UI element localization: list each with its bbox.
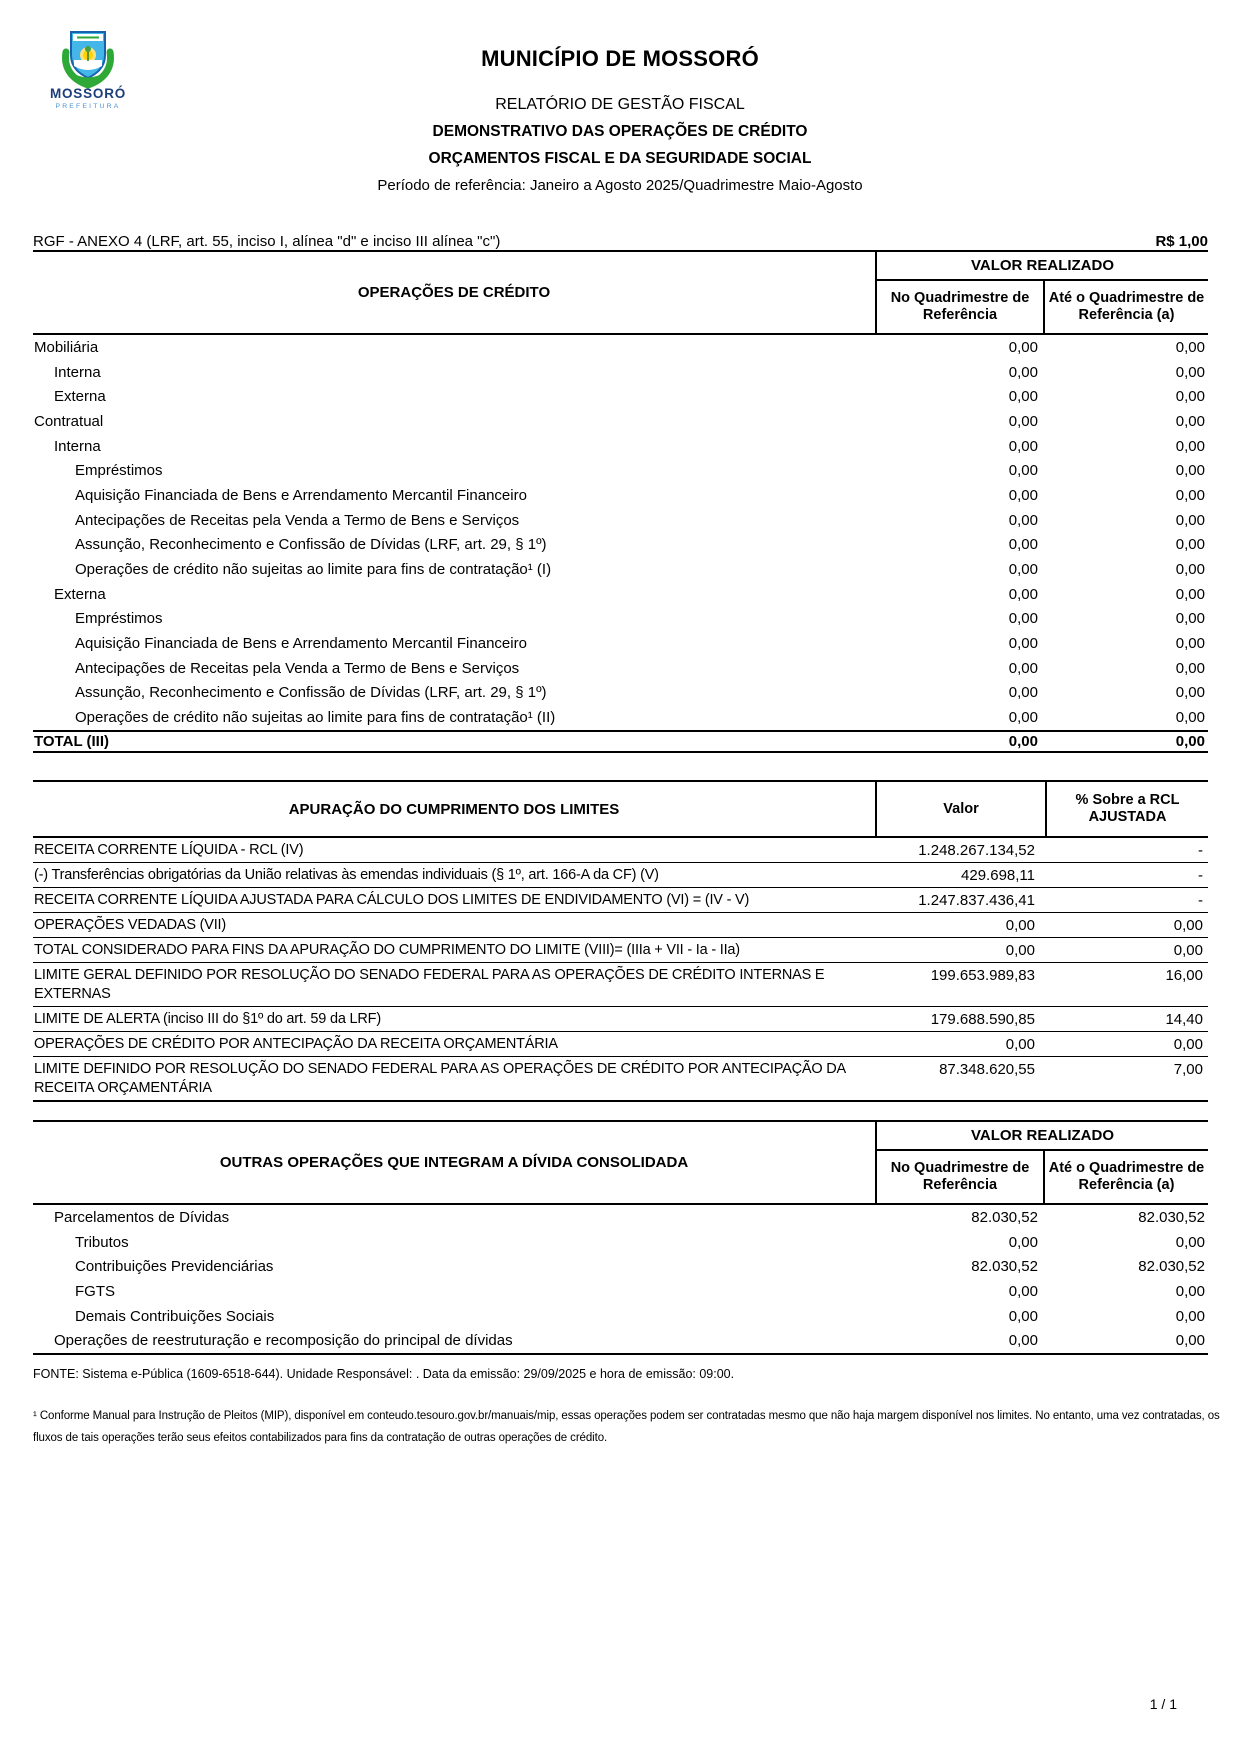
row-label: Aquisição Financiada de Bens e Arrendamento Mercantil Financeiro — [75, 486, 527, 504]
row-value-quarter: 0,00 — [1008, 1282, 1038, 1300]
row-value-cumulative: 0,00 — [1175, 1233, 1205, 1251]
table-row — [33, 863, 1208, 888]
row-value-quarter: 0,00 — [1008, 1332, 1038, 1350]
row-value-cumulative: 0,00 — [1175, 1282, 1205, 1300]
row-label: Interna — [54, 437, 101, 455]
table3-group-header: VALOR REALIZADO — [877, 1122, 1208, 1151]
row-label: Aquisição Financiada de Bens e Arrendamento Mercantil Financeiro — [75, 635, 527, 653]
row-label: RECEITA CORRENTE LÍQUIDA AJUSTADA PARA CÁLCULO DOS LIMITES DE ENDIVIDAMENTO (VI) = (IV - V) — [34, 892, 750, 908]
row-value-quarter: 0,00 — [1008, 1307, 1038, 1325]
row-value-amount: 0,00 — [1005, 942, 1035, 959]
annex-label: RGF - ANEXO 4 (LRF, art. 55, inciso I, alínea "d" e inciso III alínea "c") — [33, 233, 501, 250]
table-row — [33, 1032, 1208, 1057]
credit-operations-table — [33, 250, 1208, 753]
row-value-quarter: 0,00 — [1008, 437, 1038, 455]
row-value-cumulative: 0,00 — [1175, 659, 1205, 677]
total-label: TOTAL (III) — [34, 733, 109, 750]
other-operations-table — [33, 1120, 1208, 1355]
row-label: LIMITE DEFINIDO POR RESOLUÇÃO DO SENADO FEDERAL PARA AS OPERAÇÕES DE CRÉDITO POR ANTECIPAÇÃO DA RECEITA ORÇAMENTÁRIA — [34, 1061, 846, 1096]
row-value-cumulative: 0,00 — [1175, 388, 1205, 406]
table2-col2-header: % Sobre a RCL AJUSTADA — [1045, 782, 1208, 836]
table1-col1-header: No Quadrimestre de Referência — [877, 281, 1045, 333]
table3-value-headers — [875, 1122, 1208, 1203]
row-value-cumulative: 0,00 — [1175, 610, 1205, 628]
table-row — [33, 1205, 1208, 1230]
table-row — [33, 656, 1208, 681]
row-value-percent: 14,40 — [1165, 1011, 1203, 1028]
table-row — [33, 1057, 1208, 1100]
row-value-quarter: 0,00 — [1008, 659, 1038, 677]
table-row — [33, 533, 1208, 558]
table-row — [33, 508, 1208, 533]
row-value-quarter: 0,00 — [1008, 1233, 1038, 1251]
table-row — [33, 582, 1208, 607]
row-value-quarter: 0,00 — [1008, 610, 1038, 628]
row-value-amount: 0,00 — [1005, 1036, 1035, 1053]
table-row — [33, 681, 1208, 706]
credit-operations-header — [33, 250, 1208, 335]
row-value-cumulative: 0,00 — [1175, 338, 1205, 356]
table-row — [33, 409, 1208, 434]
row-value-quarter: 0,00 — [1008, 486, 1038, 504]
table-row — [33, 888, 1208, 913]
table-row — [33, 458, 1208, 483]
row-value-quarter: 0,00 — [1008, 585, 1038, 603]
limits-rows — [33, 838, 1208, 1102]
table-row — [33, 434, 1208, 459]
row-value-percent: 7,00 — [1173, 1061, 1203, 1078]
limits-header — [33, 780, 1208, 838]
row-value-amount: 429.698,11 — [961, 867, 1035, 884]
municipality-title: MUNICÍPIO DE MOSSORÓ — [481, 46, 759, 71]
other-operations-header — [33, 1120, 1208, 1205]
row-value-amount: 199.653.989,83 — [930, 967, 1035, 984]
row-value-amount: 1.247.837.436,41 — [918, 892, 1035, 909]
row-value-quarter: 0,00 — [1008, 462, 1038, 480]
currency-unit-label: R$ 1,00 — [1155, 233, 1208, 250]
total-value-quarter: 0,00 — [1008, 733, 1038, 750]
row-value-quarter: 0,00 — [1008, 561, 1038, 579]
table-row — [33, 1230, 1208, 1255]
row-label: (-) Transferências obrigatórias da União relativas às emendas individuais (§ 1º, art. 166-A da CF) (V) — [34, 867, 659, 883]
page-number: 1 / 1 — [1149, 1696, 1177, 1712]
row-value-cumulative: 0,00 — [1175, 536, 1205, 554]
source-note: FONTE: Sistema e-Pública (1609-6518-644). Unidade Responsável: . Data da emissão: 29/09/2025 e hora de emissão: 09:00. — [33, 1367, 735, 1382]
reference-period: Período de referência: Janeiro a Agosto 2025/Quadrimestre Maio-Agosto — [377, 177, 863, 194]
table-row — [33, 1304, 1208, 1329]
row-value-quarter: 0,00 — [1008, 635, 1038, 653]
row-value-quarter: 0,00 — [1008, 511, 1038, 529]
row-value-quarter: 0,00 — [1008, 536, 1038, 554]
row-value-quarter: 0,00 — [1008, 338, 1038, 356]
row-value-percent: - — [1198, 892, 1203, 909]
row-label: Antecipações de Receitas pela Venda a Termo de Bens e Serviços — [75, 511, 520, 529]
row-label: Externa — [54, 585, 106, 603]
table-row — [33, 1279, 1208, 1304]
table-row — [33, 705, 1208, 730]
row-label: Empréstimos — [75, 462, 163, 480]
row-label: LIMITE GERAL DEFINIDO POR RESOLUÇÃO DO SENADO FEDERAL PARA AS OPERAÇÕES DE CRÉDITO INTERNAS E EXTERNAS — [34, 967, 825, 1002]
table1-subheaders — [877, 281, 1208, 333]
row-label: Assunção, Reconhecimento e Confissão de Dívidas (LRF, art. 29, § 1º) — [75, 684, 547, 702]
row-label: Contribuições Previdenciárias — [75, 1258, 274, 1276]
row-value-cumulative: 0,00 — [1175, 1332, 1205, 1350]
row-value-cumulative: 0,00 — [1175, 561, 1205, 579]
other-operations-rows — [33, 1205, 1208, 1355]
row-label: Demais Contribuições Sociais — [75, 1307, 275, 1325]
row-value-cumulative: 0,00 — [1175, 511, 1205, 529]
row-label: Empréstimos — [75, 610, 163, 628]
row-value-amount: 1.248.267.134,52 — [918, 842, 1035, 859]
row-value-percent: - — [1198, 867, 1203, 884]
table-row — [33, 938, 1208, 963]
row-label: Contratual — [34, 412, 104, 430]
row-value-cumulative: 0,00 — [1175, 635, 1205, 653]
row-label: Externa — [54, 388, 106, 406]
row-value-quarter: 82.030,52 — [971, 1208, 1038, 1226]
report-subtitle-2: ORÇAMENTOS FISCAL E DA SEGURIDADE SOCIAL — [428, 150, 812, 167]
table1-col2-header: Até o Quadrimestre de Referência (a) — [1048, 290, 1205, 323]
table3-col1-header: No Quadrimestre de Referência — [877, 1151, 1045, 1203]
row-label: Interna — [54, 363, 101, 381]
row-value-cumulative: 0,00 — [1175, 1307, 1205, 1325]
row-value-percent: 0,00 — [1173, 917, 1203, 934]
row-value-cumulative: 0,00 — [1175, 709, 1205, 727]
table-row — [33, 838, 1208, 863]
credit-operations-rows — [33, 335, 1208, 730]
mossoro-logo — [38, 28, 138, 112]
row-label: Operações de crédito não sujeitas ao limite para fins de contratação¹ (II) — [75, 709, 556, 727]
row-value-cumulative: 0,00 — [1175, 437, 1205, 455]
row-value-amount: 87.348.620,55 — [939, 1061, 1035, 1078]
table-row — [33, 631, 1208, 656]
row-value-percent: 0,00 — [1173, 1036, 1203, 1053]
row-value-percent: 0,00 — [1173, 942, 1203, 959]
row-value-cumulative: 0,00 — [1175, 462, 1205, 480]
table-row — [33, 384, 1208, 409]
table1-value-headers — [875, 252, 1208, 333]
report-subtitle-1: DEMONSTRATIVO DAS OPERAÇÕES DE CRÉDITO — [432, 123, 808, 140]
row-value-quarter: 82.030,52 — [971, 1258, 1038, 1276]
title-block — [0, 0, 1240, 195]
table-row — [33, 360, 1208, 385]
row-label: RECEITA CORRENTE LÍQUIDA - RCL (IV) — [34, 842, 304, 858]
row-label: TOTAL CONSIDERADO PARA FINS DA APURAÇÃO DO CUMPRIMENTO DO LIMITE (VIII)= (IIIa + VII - Ia - IIa) — [34, 942, 740, 958]
row-label: Operações de reestruturação e recomposição do principal de dívidas — [54, 1332, 513, 1350]
table-row — [33, 1254, 1208, 1279]
table-row — [33, 963, 1208, 1007]
annex-row — [33, 232, 1208, 250]
table3-col2-header: Até o Quadrimestre de Referência (a) — [1048, 1160, 1205, 1193]
row-value-percent: - — [1198, 842, 1203, 859]
row-value-percent: 16,00 — [1165, 967, 1203, 984]
row-label: Mobiliária — [34, 338, 99, 356]
table3-subheaders — [877, 1151, 1208, 1203]
table-row — [33, 335, 1208, 360]
limits-table — [33, 780, 1208, 1102]
row-value-amount: 0,00 — [1005, 917, 1035, 934]
row-value-quarter: 0,00 — [1008, 412, 1038, 430]
table1-group-header: VALOR REALIZADO — [877, 252, 1208, 281]
row-value-quarter: 0,00 — [1008, 709, 1038, 727]
logo-name-text: MOSSORÓ — [49, 86, 127, 101]
table-row — [33, 1328, 1208, 1353]
row-value-cumulative: 0,00 — [1175, 412, 1205, 430]
row-label: Assunção, Reconhecimento e Confissão de Dívidas (LRF, art. 29, § 1º) — [75, 536, 547, 554]
row-label: Operações de crédito não sujeitas ao limite para fins de contratação¹ (I) — [75, 561, 552, 579]
table-row — [33, 607, 1208, 632]
report-title: RELATÓRIO DE GESTÃO FISCAL — [495, 96, 745, 113]
footnote-1: ¹ Conforme Manual para Instrução de Pleitos (MIP), disponível em conteudo.tesouro.gov.br/manuais/mip, essas operações podem ser contratadas mesmo que não haja margem disponível nos limites. No entanto, uma vez contratadas, os fluxos de tais operações terão seus efeitos contabilizados para fins da contratação de outras operações de crédito. — [33, 1410, 1220, 1445]
row-label: Parcelamentos de Dívidas — [54, 1208, 230, 1226]
table-row — [33, 557, 1208, 582]
row-value-amount: 179.688.590,85 — [930, 1011, 1035, 1028]
table-row — [33, 1007, 1208, 1032]
table-row — [33, 913, 1208, 938]
logo-sub-text: PREFEITURA — [55, 103, 121, 110]
row-value-cumulative: 0,00 — [1175, 684, 1205, 702]
row-value-cumulative: 0,00 — [1175, 585, 1205, 603]
table-row — [33, 483, 1208, 508]
total-row — [33, 730, 1208, 753]
row-label: Antecipações de Receitas pela Venda a Termo de Bens e Serviços — [75, 659, 520, 677]
row-value-quarter: 0,00 — [1008, 363, 1038, 381]
row-value-cumulative: 82.030,52 — [1138, 1208, 1205, 1226]
municipality-crest-icon — [38, 28, 138, 112]
table2-title: APURAÇÃO DO CUMPRIMENTO DOS LIMITES — [288, 800, 620, 818]
table1-title: OPERAÇÕES DE CRÉDITO — [357, 284, 551, 301]
row-label: OPERAÇÕES VEDADAS (VII) — [34, 917, 226, 933]
row-value-quarter: 0,00 — [1008, 684, 1038, 702]
row-value-quarter: 0,00 — [1008, 388, 1038, 406]
row-value-cumulative: 0,00 — [1175, 486, 1205, 504]
row-label: Tributos — [75, 1233, 129, 1251]
row-label: OPERAÇÕES DE CRÉDITO POR ANTECIPAÇÃO DA RECEITA ORÇAMENTÁRIA — [34, 1036, 558, 1052]
row-value-cumulative: 0,00 — [1175, 363, 1205, 381]
row-value-cumulative: 82.030,52 — [1138, 1258, 1205, 1276]
row-label: FGTS — [75, 1282, 115, 1300]
table3-title: OUTRAS OPERAÇÕES QUE INTEGRAM A DÍVIDA CONSOLIDADA — [219, 1154, 689, 1171]
table2-col1-header: Valor — [875, 782, 1045, 836]
total-value-cumulative: 0,00 — [1175, 733, 1205, 750]
row-label: LIMITE DE ALERTA (inciso III do §1º do art. 59 da LRF) — [34, 1011, 381, 1027]
